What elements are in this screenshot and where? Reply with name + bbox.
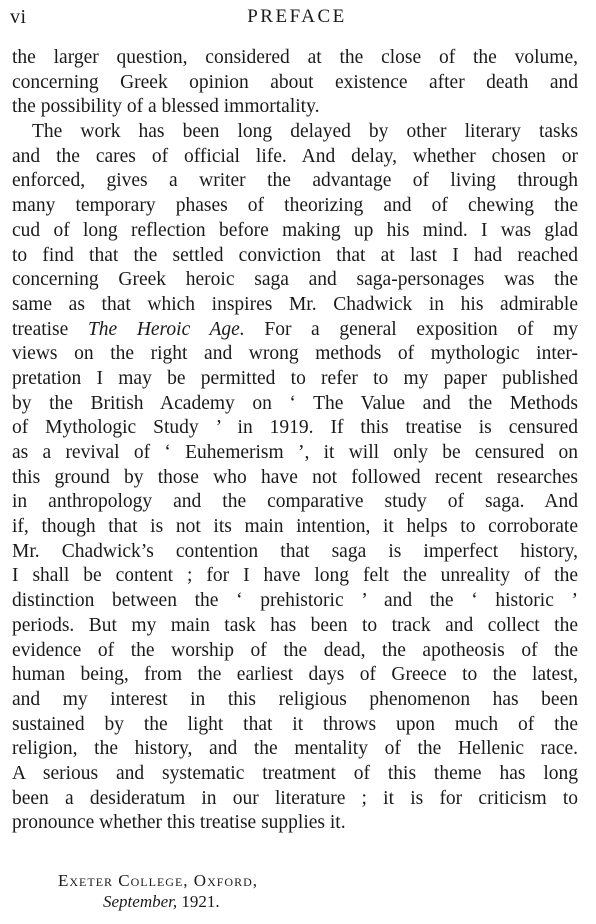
running-head: PREFACE: [247, 6, 347, 27]
text-line: if, though that is not its main intention, it helps to corroborate: [12, 516, 578, 538]
text-line: human being, from the earliest days of Greece to the latest,: [12, 664, 578, 686]
text-line: pronounce whether this treatise supplies it.: [12, 812, 346, 834]
preface-body: [12, 46, 578, 836]
signoff-month: September,: [103, 892, 178, 911]
text-line: concerning Greek heroic saga and saga-personages was the: [12, 269, 578, 291]
page-header: [10, 6, 584, 34]
text-line: to find that the settled conviction that at last I had reached: [12, 244, 578, 266]
text-line: same as that which inspires Mr. Chadwick in his admirable: [12, 293, 578, 315]
text-line: as a revival of ‘ Euhemerism ’, it will only be censured on: [12, 442, 578, 463]
text-line: periods. But my main task has been to track and collect the: [12, 614, 578, 636]
book-title: The Heroic Age.: [87, 318, 245, 340]
text-line: I shall be content ; for I have long felt the unreality of the: [12, 565, 578, 587]
text-line: Mr. Chadwick’s contention that saga is imperfect history,: [12, 540, 578, 562]
text-line: sustained by the light that it throws upon much of the: [12, 713, 578, 735]
text-line: A serious and systematic treatment of this theme has long: [12, 762, 578, 784]
signoff: [58, 870, 258, 912]
text-line: evidence of the worship of the dead, the apotheosis of the: [12, 639, 578, 661]
text-line: concerning Greek opinion about existence after death and: [12, 71, 578, 93]
signoff-year: 1921.: [181, 892, 220, 911]
text-fragment: For a general exposition of my: [244, 318, 579, 340]
text-line: of Mythologic Study ’ in 1919. If this treatise is censured: [12, 417, 578, 439]
text-line: cud of long reflection before making up his mind. I was glad: [12, 219, 578, 241]
text-line: and the cares of official life. And delay, whether chosen or: [12, 145, 578, 167]
text-line: distinction between the ‘ prehistoric ’ and the ‘ historic ’: [12, 590, 578, 612]
text-line: religion, the history, and the mentality of the Hellenic race.: [12, 738, 578, 760]
text-line: views on the right and wrong methods of mythologic inter-: [12, 343, 578, 365]
signoff-place: Exeter College, Oxford,: [58, 871, 258, 890]
text-line: The work has been long delayed by other literary tasks: [32, 121, 578, 143]
text-line-with-title: [12, 318, 578, 343]
text-line: in anthropology and the comparative study of saga. And: [12, 491, 578, 513]
text-line: and my interest in this religious phenomenon has been: [12, 688, 578, 710]
text-line: the possibility of a blessed immortality.: [12, 96, 320, 118]
page-number: vi: [10, 6, 27, 28]
text-line: enforced, gives a writer the advantage of living through: [12, 170, 578, 192]
text-fragment: treatise: [12, 318, 88, 340]
text-line: by the British Academy on ‘ The Value and the Methods: [12, 392, 578, 414]
text-line: pretation I may be permitted to refer to my paper published: [12, 367, 578, 389]
text-line: many temporary phases of theorizing and of chewing the: [12, 195, 578, 217]
text-line: been a desideratum in our literature ; it is for criticism to: [12, 787, 578, 809]
signoff-date: [58, 891, 258, 912]
text-line: the larger question, considered at the close of the volume,: [12, 47, 578, 68]
text-line: this ground by those who have not followed recent researches: [12, 466, 578, 488]
